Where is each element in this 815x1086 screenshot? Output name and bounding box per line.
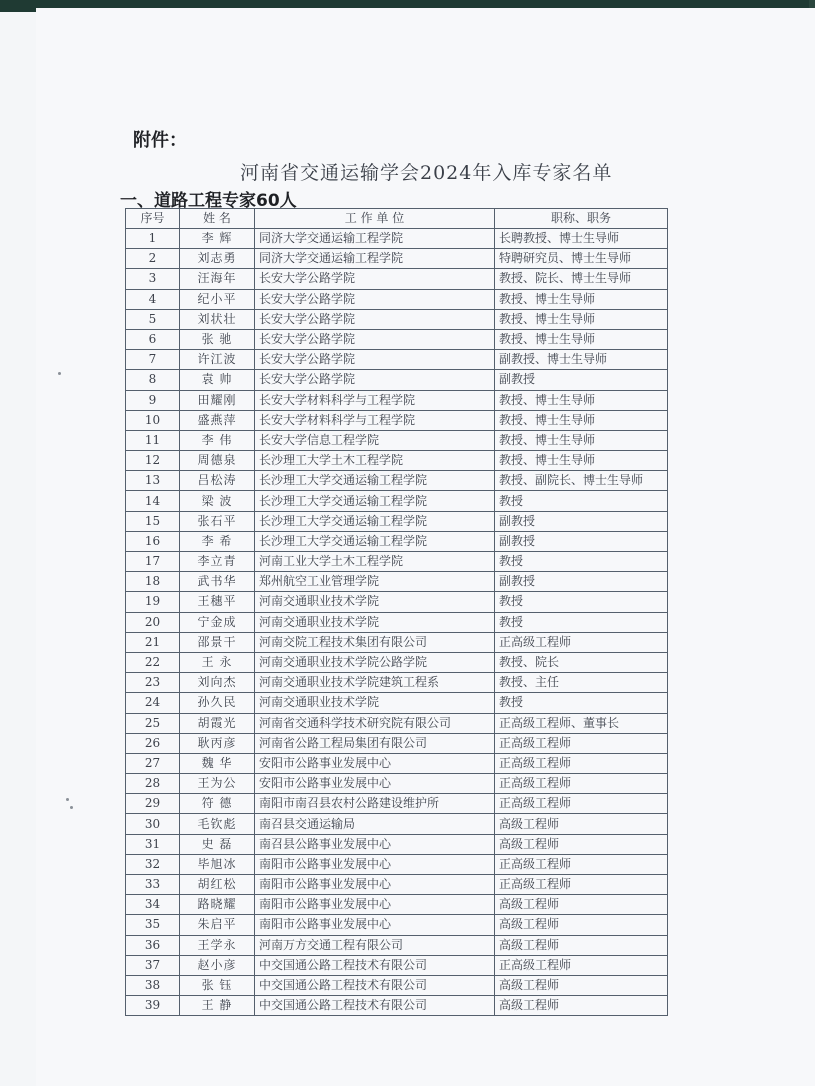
table-row: [126, 753, 668, 773]
cell-no: 25: [126, 713, 180, 733]
cell-no: 5: [126, 309, 180, 329]
cell-name: 纪小平: [180, 289, 255, 309]
cell-name: 史 磊: [180, 834, 255, 854]
cell-unit: 河南交通职业技术学院建筑工程系: [255, 673, 495, 693]
cell-unit: 同济大学交通运输工程学院: [255, 249, 495, 269]
cell-name: 张 钰: [180, 975, 255, 995]
cell-name: 张 驰: [180, 329, 255, 349]
table-row: [126, 895, 668, 915]
cell-unit: 长安大学公路学院: [255, 329, 495, 349]
cell-title: 正高级工程师、董事长: [495, 713, 668, 733]
table-row: [126, 996, 668, 1016]
cell-no: 15: [126, 511, 180, 531]
cell-no: 38: [126, 975, 180, 995]
cell-no: 21: [126, 632, 180, 652]
cell-name: 王学永: [180, 935, 255, 955]
cell-title: 高级工程师: [495, 935, 668, 955]
cell-unit: 河南工业大学土木工程学院: [255, 552, 495, 572]
cell-name: 袁 帅: [180, 370, 255, 390]
cell-name: 李 希: [180, 531, 255, 551]
cell-no: 10: [126, 410, 180, 430]
table-row: [126, 794, 668, 814]
table-row: [126, 814, 668, 834]
cell-title: 教授: [495, 612, 668, 632]
cell-title: 教授、博士生导师: [495, 410, 668, 430]
cell-unit: 河南交通职业技术学院公路学院: [255, 652, 495, 672]
cell-title: 教授、博士生导师: [495, 309, 668, 329]
cell-name: 毛钦彪: [180, 814, 255, 834]
cell-no: 2: [126, 249, 180, 269]
cell-no: 9: [126, 390, 180, 410]
cell-name: 耿丙彦: [180, 733, 255, 753]
table-row: [126, 471, 668, 491]
cell-no: 29: [126, 794, 180, 814]
cell-title: 正高级工程师: [495, 854, 668, 874]
cell-title: 副教授: [495, 511, 668, 531]
cell-unit: 河南交院工程技术集团有限公司: [255, 632, 495, 652]
header-no: 序号: [126, 209, 180, 229]
cell-name: 刘向杰: [180, 673, 255, 693]
cell-name: 胡红松: [180, 875, 255, 895]
cell-name: 王为公: [180, 774, 255, 794]
cell-title: 长聘教授、博士生导师: [495, 229, 668, 249]
cell-title: 教授: [495, 693, 668, 713]
cell-name: 符 德: [180, 794, 255, 814]
table-row: [126, 350, 668, 370]
table-row: [126, 269, 668, 289]
table-row: [126, 572, 668, 592]
cell-unit: 南阳市公路事业发展中心: [255, 875, 495, 895]
cell-no: 32: [126, 854, 180, 874]
cell-unit: 长安大学公路学院: [255, 350, 495, 370]
cell-no: 33: [126, 875, 180, 895]
cell-title: 教授、博士生导师: [495, 430, 668, 450]
cell-no: 16: [126, 531, 180, 551]
cell-title: 教授、院长: [495, 652, 668, 672]
cell-name: 路晓耀: [180, 895, 255, 915]
cell-name: 胡霞光: [180, 713, 255, 733]
cell-unit: 长沙理工大学交通运输工程学院: [255, 511, 495, 531]
cell-title: 高级工程师: [495, 814, 668, 834]
cell-name: 孙久民: [180, 693, 255, 713]
cell-name: 毕旭冰: [180, 854, 255, 874]
table-row: [126, 693, 668, 713]
cell-unit: 长沙理工大学土木工程学院: [255, 451, 495, 471]
scan-speck: [66, 798, 69, 801]
document-title: 河南省交通运输学会2024年入库专家名单: [240, 162, 613, 184]
cell-no: 1: [126, 229, 180, 249]
table-row: [126, 955, 668, 975]
scan-speck: [58, 372, 61, 375]
table-row: [126, 652, 668, 672]
cell-no: 8: [126, 370, 180, 390]
cell-no: 28: [126, 774, 180, 794]
cell-name: 王 静: [180, 996, 255, 1016]
table-row: [126, 370, 668, 390]
cell-unit: 长安大学材料科学与工程学院: [255, 410, 495, 430]
cell-unit: 郑州航空工业管理学院: [255, 572, 495, 592]
cell-no: 35: [126, 915, 180, 935]
table-row: [126, 733, 668, 753]
cell-name: 赵小彦: [180, 955, 255, 975]
cell-unit: 中交国通公路工程技术有限公司: [255, 955, 495, 975]
cell-name: 许江波: [180, 350, 255, 370]
header-title: 职称、职务: [495, 209, 668, 229]
cell-unit: 中交国通公路工程技术有限公司: [255, 975, 495, 995]
table-row: [126, 309, 668, 329]
cell-unit: 河南交通职业技术学院: [255, 693, 495, 713]
table-row: [126, 511, 668, 531]
cell-unit: 同济大学交通运输工程学院: [255, 229, 495, 249]
cell-unit: 河南省交通科学技术研究院有限公司: [255, 713, 495, 733]
table-row: [126, 774, 668, 794]
cell-title: 教授: [495, 552, 668, 572]
cell-no: 22: [126, 652, 180, 672]
cell-title: 教授、院长、博士生导师: [495, 269, 668, 289]
table-row: [126, 875, 668, 895]
cell-title: 教授: [495, 592, 668, 612]
cell-unit: 长沙理工大学交通运输工程学院: [255, 531, 495, 551]
cell-unit: 南召县交通运输局: [255, 814, 495, 834]
cell-name: 田耀刚: [180, 390, 255, 410]
cell-unit: 河南省公路工程局集团有限公司: [255, 733, 495, 753]
cell-no: 14: [126, 491, 180, 511]
cell-no: 39: [126, 996, 180, 1016]
cell-title: 高级工程师: [495, 975, 668, 995]
cell-unit: 南阳市公路事业发展中心: [255, 854, 495, 874]
cell-unit: 长安大学公路学院: [255, 269, 495, 289]
table-row: [126, 673, 668, 693]
cell-name: 李 伟: [180, 430, 255, 450]
cell-unit: 长安大学公路学院: [255, 370, 495, 390]
cell-name: 朱启平: [180, 915, 255, 935]
cell-unit: 河南交通职业技术学院: [255, 592, 495, 612]
cell-title: 副教授、博士生导师: [495, 350, 668, 370]
cell-title: 副教授: [495, 370, 668, 390]
cell-no: 34: [126, 895, 180, 915]
cell-name: 吕松涛: [180, 471, 255, 491]
cell-title: 教授、副院长、博士生导师: [495, 471, 668, 491]
table-body: [126, 229, 668, 1016]
table-row: [126, 249, 668, 269]
cell-unit: 南召县公路事业发展中心: [255, 834, 495, 854]
cell-no: 6: [126, 329, 180, 349]
cell-name: 邵景干: [180, 632, 255, 652]
cell-no: 3: [126, 269, 180, 289]
cell-no: 19: [126, 592, 180, 612]
header-name: 姓 名: [180, 209, 255, 229]
cell-no: 23: [126, 673, 180, 693]
table-row: [126, 410, 668, 430]
cell-no: 31: [126, 834, 180, 854]
cell-title: 正高级工程师: [495, 774, 668, 794]
cell-unit: 河南交通职业技术学院: [255, 612, 495, 632]
cell-unit: 长沙理工大学交通运输工程学院: [255, 471, 495, 491]
cell-title: 正高级工程师: [495, 875, 668, 895]
cell-no: 12: [126, 451, 180, 471]
section-title: 一、道路工程专家60人: [120, 191, 297, 211]
cell-name: 武书华: [180, 572, 255, 592]
expert-table: [125, 208, 668, 1016]
cell-title: 副教授: [495, 572, 668, 592]
cell-unit: 南阳市公路事业发展中心: [255, 895, 495, 915]
cell-unit: 长安大学公路学院: [255, 289, 495, 309]
cell-title: 高级工程师: [495, 996, 668, 1016]
table-row: [126, 915, 668, 935]
table-row: [126, 451, 668, 471]
table-row: [126, 289, 668, 309]
cell-name: 王 永: [180, 652, 255, 672]
cell-no: 11: [126, 430, 180, 450]
appendix-label: 附件：: [133, 130, 187, 151]
cell-name: 刘志勇: [180, 249, 255, 269]
cell-unit: 长安大学信息工程学院: [255, 430, 495, 450]
table-header-row: [126, 209, 668, 229]
cell-unit: 南阳市公路事业发展中心: [255, 915, 495, 935]
table-row: [126, 935, 668, 955]
cell-name: 李 辉: [180, 229, 255, 249]
cell-name: 盛燕萍: [180, 410, 255, 430]
table-row: [126, 531, 668, 551]
table-row: [126, 612, 668, 632]
table-row: [126, 632, 668, 652]
cell-title: 高级工程师: [495, 915, 668, 935]
cell-title: 高级工程师: [495, 895, 668, 915]
cell-title: 教授、博士生导师: [495, 451, 668, 471]
table-row: [126, 390, 668, 410]
cell-no: 20: [126, 612, 180, 632]
table-row: [126, 834, 668, 854]
cell-name: 刘状壮: [180, 309, 255, 329]
cell-name: 王穗平: [180, 592, 255, 612]
cell-unit: 安阳市公路事业发展中心: [255, 774, 495, 794]
table-row: [126, 491, 668, 511]
cell-unit: 长安大学公路学院: [255, 309, 495, 329]
cell-no: 27: [126, 753, 180, 773]
cell-no: 37: [126, 955, 180, 975]
cell-title: 副教授: [495, 531, 668, 551]
cell-unit: 长安大学材料科学与工程学院: [255, 390, 495, 410]
cell-name: 周德泉: [180, 451, 255, 471]
cell-unit: 河南万方交通工程有限公司: [255, 935, 495, 955]
cell-name: 魏 华: [180, 753, 255, 773]
table-row: [126, 592, 668, 612]
cell-title: 教授、博士生导师: [495, 289, 668, 309]
cell-title: 教授、主任: [495, 673, 668, 693]
cell-title: 特聘研究员、博士生导师: [495, 249, 668, 269]
cell-title: 正高级工程师: [495, 753, 668, 773]
scan-speck: [70, 806, 73, 809]
cell-no: 7: [126, 350, 180, 370]
cell-no: 30: [126, 814, 180, 834]
cell-name: 梁 波: [180, 491, 255, 511]
table-row: [126, 430, 668, 450]
cell-title: 高级工程师: [495, 834, 668, 854]
table-row: [126, 229, 668, 249]
table-row: [126, 329, 668, 349]
cell-name: 宁金成: [180, 612, 255, 632]
cell-no: 18: [126, 572, 180, 592]
header-unit: 工 作 单 位: [255, 209, 495, 229]
cell-unit: 中交国通公路工程技术有限公司: [255, 996, 495, 1016]
cell-title: 教授、博士生导师: [495, 390, 668, 410]
cell-unit: 安阳市公路事业发展中心: [255, 753, 495, 773]
cell-unit: 南阳市南召县农村公路建设维护所: [255, 794, 495, 814]
cell-no: 26: [126, 733, 180, 753]
cell-title: 正高级工程师: [495, 794, 668, 814]
cell-title: 正高级工程师: [495, 632, 668, 652]
table-row: [126, 552, 668, 572]
cell-no: 13: [126, 471, 180, 491]
cell-name: 张石平: [180, 511, 255, 531]
table-row: [126, 713, 668, 733]
cell-title: 教授: [495, 491, 668, 511]
cell-no: 36: [126, 935, 180, 955]
cell-name: 李立青: [180, 552, 255, 572]
cell-name: 汪海年: [180, 269, 255, 289]
cell-no: 4: [126, 289, 180, 309]
cell-no: 24: [126, 693, 180, 713]
cell-no: 17: [126, 552, 180, 572]
cell-title: 正高级工程师: [495, 733, 668, 753]
cell-unit: 长沙理工大学交通运输工程学院: [255, 491, 495, 511]
table-row: [126, 854, 668, 874]
table-row: [126, 975, 668, 995]
cell-title: 教授、博士生导师: [495, 329, 668, 349]
cell-title: 正高级工程师: [495, 955, 668, 975]
